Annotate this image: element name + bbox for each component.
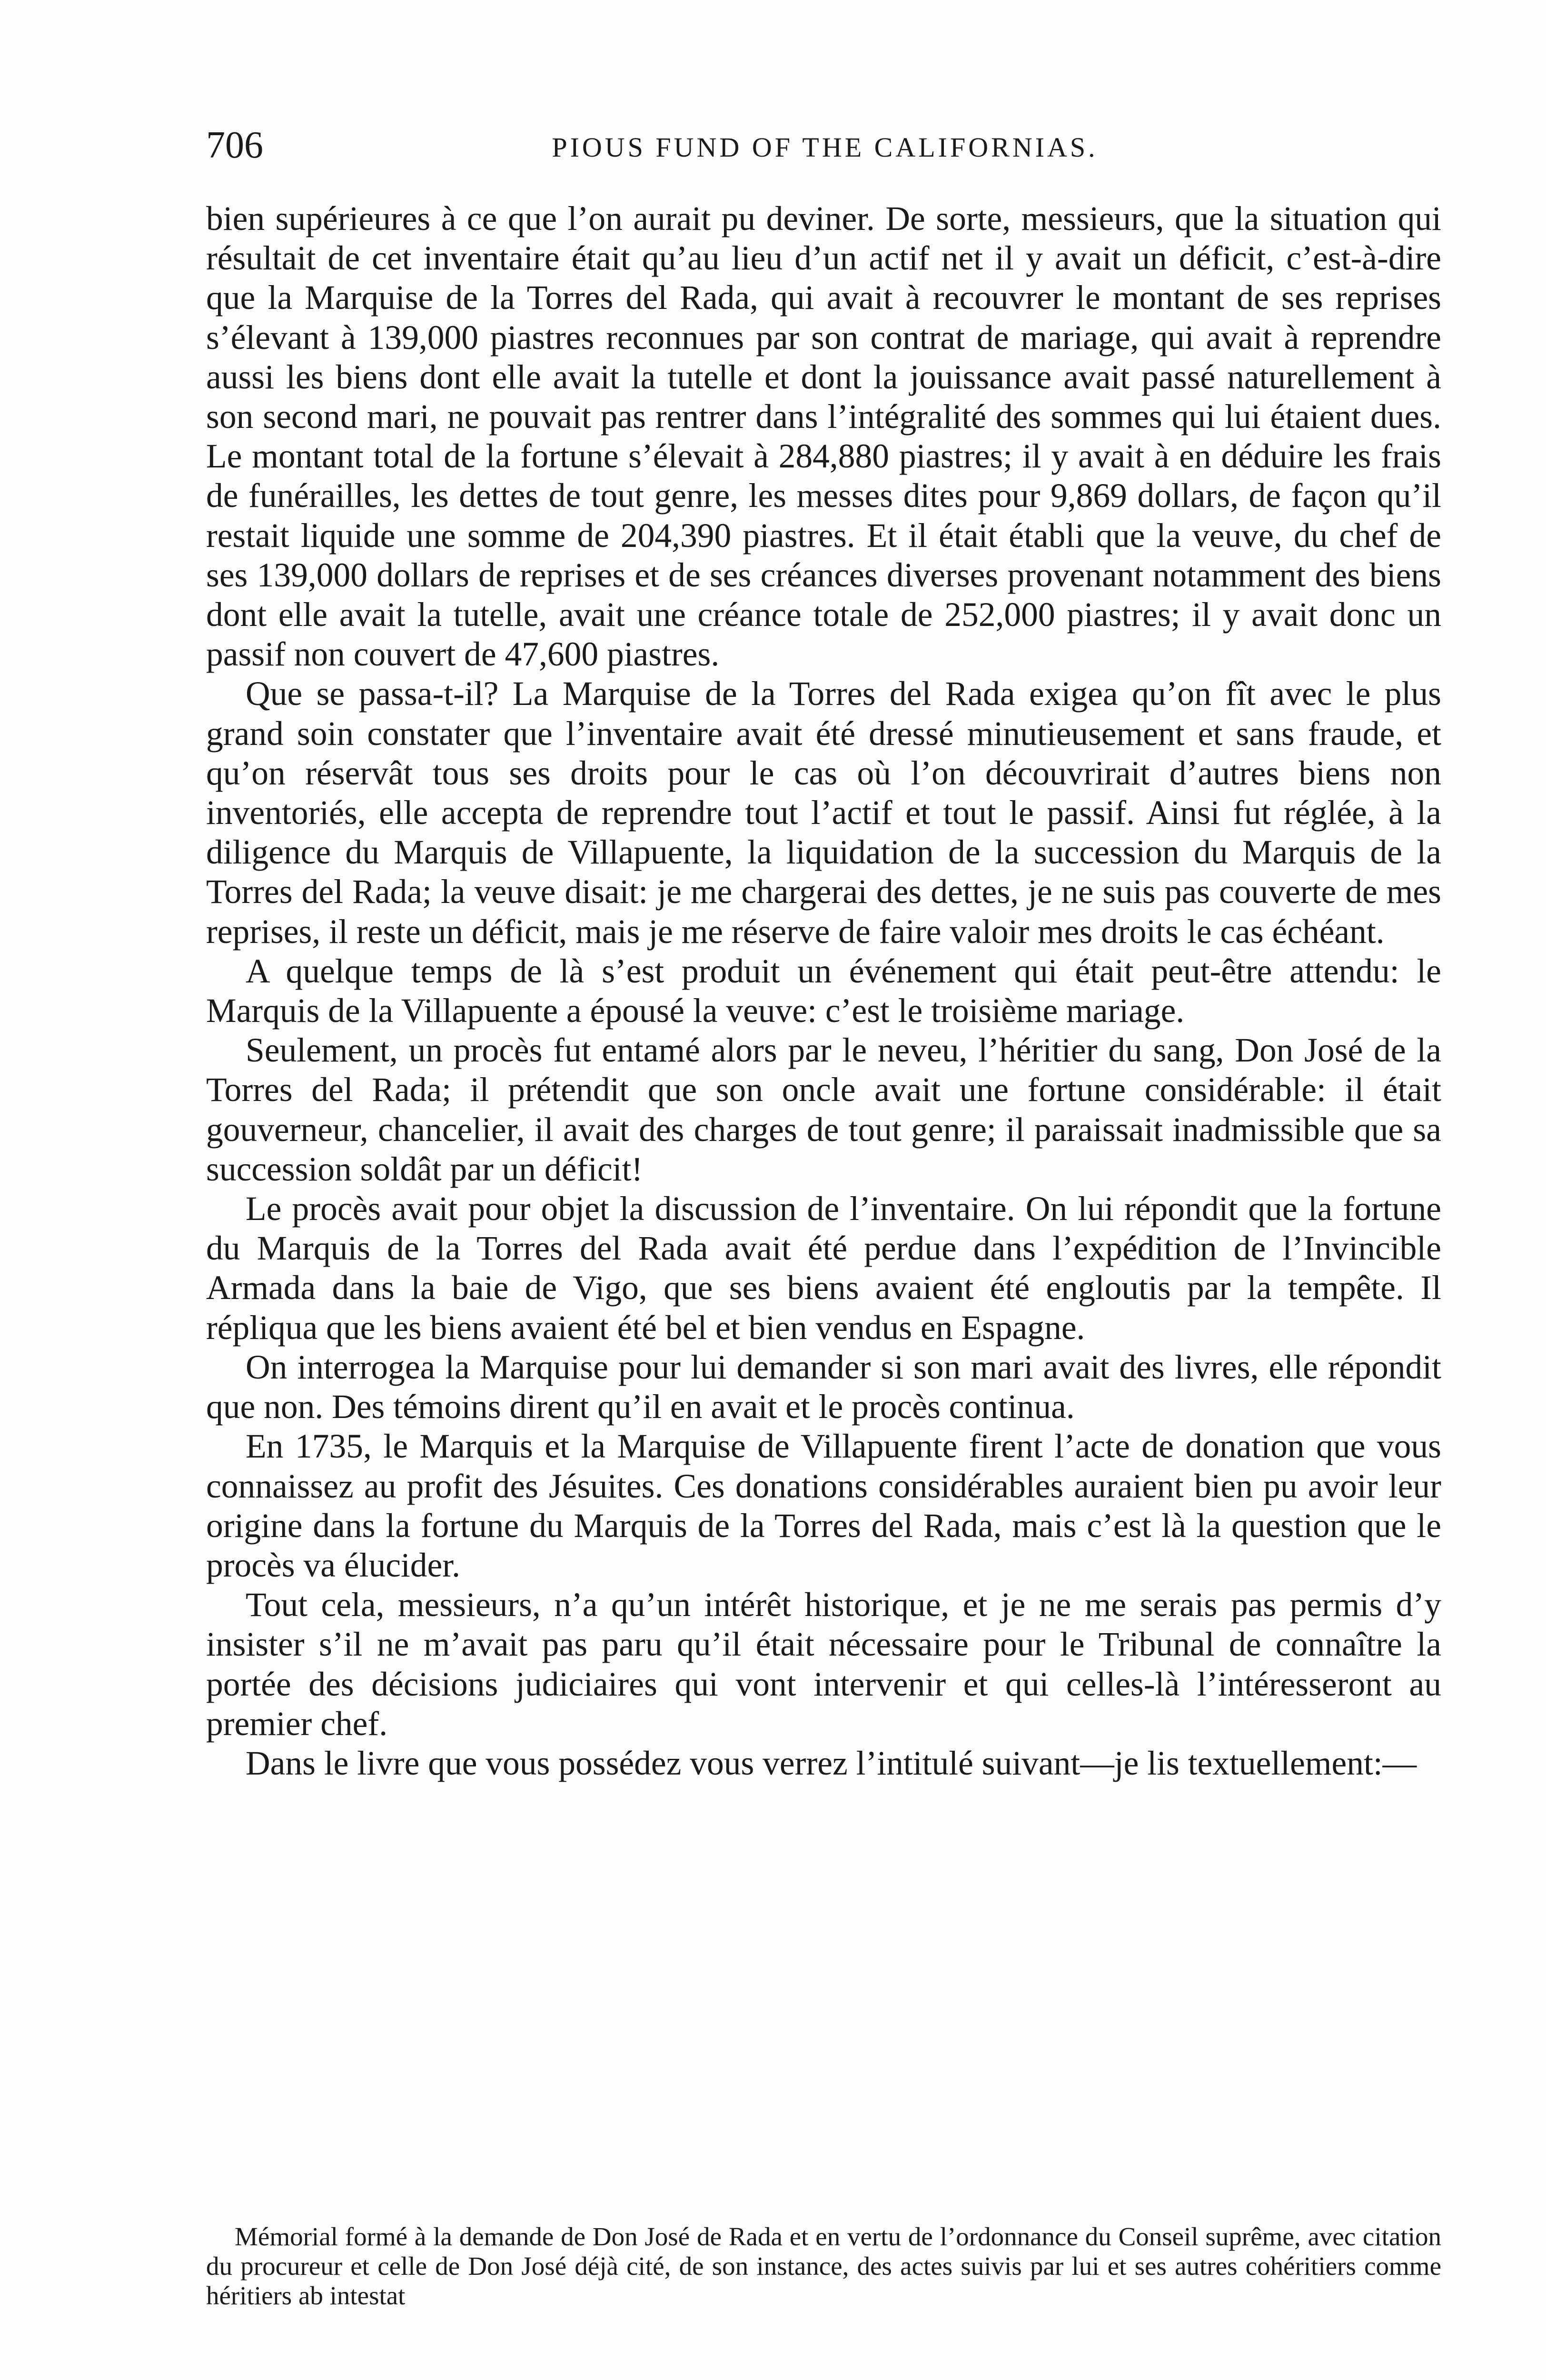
paragraph: En 1735, le Marquis et la Marquise de Villapuente firent l’acte de donation que vous connaissez au profit des Jésuites. Ces donations considérables auraient bien pu avoir leur origine dans la fortune du Marquis de la Torres del Rada, mais c’est là la question que le procès va élucider.	[206, 1428, 1441, 1584]
block-quotation: Mémorial formé à la demande de Don José de Rada et en vertu de l’ordonnance du Conseil suprême, avec citation du procureur et celle de Don José déjà cité, de son instance, des actes suivis par lui et ses autres cohéritiers comme héritiers ab intestat	[206, 2222, 1441, 2310]
running-head	[206, 119, 1444, 171]
paragraph: A quelque temps de là s’est produit un événement qui était peut-être attendu: le Marquis de la Villapuente a épousé la veuve: c’est le troisième mariage.	[206, 952, 1441, 1030]
paragraph: Tout cela, messieurs, n’a qu’un intérêt historique, et je ne me serais pas permis d’y insister s’il ne m’avait pas paru qu’il était nécessaire pour le Tribunal de connaître la portée des décisions judiciaires qui vont intervenir et qui celles-là l’intéresseront au premier chef.	[206, 1586, 1441, 1743]
paragraph: Le procès avait pour objet la discussion de l’inventaire. On lui répondit que la fortune du Marquis de la Torres del Rada avait été perdue dans l’expédition de l’Invincible Armada dans la baie de Vigo, que ses biens avaient été engloutis par la tempête. Il répliqua que les biens avaient été bel et bien vendus en Espagne.	[206, 1190, 1441, 1347]
paragraph: On interrogea la Marquise pour lui demander si son mari avait des livres, elle répondit que non. Des témoins dirent qu’il en avait et le procès continua.	[206, 1348, 1441, 1426]
body-text	[206, 199, 1441, 1783]
paragraph: Dans le livre que vous possédez vous verrez l’intitulé suivant—je lis textuellement:—	[246, 1744, 1417, 1782]
page-number: 706	[206, 124, 263, 166]
paragraph: Seulement, un procès fut entamé alors par le neveu, l’héritier du sang, Don José de la Torres del Rada; il prétendit que son oncle avait une fortune considérable: il était gouverneur, chancelier, il avait des charges de tout genre; il paraissait inadmissible que sa succession soldât par un déficit!	[206, 1031, 1441, 1188]
paragraph: bien supérieures à ce que l’on aurait pu deviner. De sorte, messieurs, que la situation qui résultait de cet inventaire était qu’au lieu d’un actif net il y avait un déficit, c’est-à-dire que la Marquise de la Torres del Rada, qui avait à recouvrer le montant de ses reprises s’élevant à 139,000 piastres reconnues par son contrat de mariage, qui avait à reprendre aussi les biens dont elle avait la tutelle et dont la jouissance avait passé naturellement à son second mari, ne pouvait pas rentrer dans l’intégralité des sommes qui lui étaient dues. Le montant total de la fortune s’élevait à 284,880 piastres; il y avait à en déduire les frais de funérailles, les dettes de tout genre, les messes dites pour 9,869 dollars, de façon qu’il restait liquide une somme de 204,390 piastres. Et il était établi que la veuve, du chef de ses 139,000 dollars de reprises et de ses créances diverses provenant notamment des biens dont elle avait la tutelle, avait une créance totale de 252,000 piastres; il y avait donc un passif non couvert de 47,600 piastres.	[206, 200, 1441, 674]
running-title: PIOUS FUND OF THE CALIFORNIAS.	[552, 132, 1098, 163]
paragraph: Que se passa-t-il? La Marquise de la Torres del Rada exigea qu’on fît avec le plus grand soin constater que l’inventaire avait été dressé minutieusement et sans fraude, et qu’on réservât tous ses droits pour le cas où l’on découvrirait d’autres biens non inventoriés, elle accepta de reprendre tout l’actif et tout le passif. Ainsi fut réglée, à la diligence du Marquis de Villapuente, la liquidation de la succession du Marquis de la Torres del Rada; la veuve disait: je me chargerai des dettes, je ne suis pas couverte de mes reprises, il reste un déficit, mais je me réserve de faire valoir mes droits le cas échéant.	[206, 675, 1441, 951]
